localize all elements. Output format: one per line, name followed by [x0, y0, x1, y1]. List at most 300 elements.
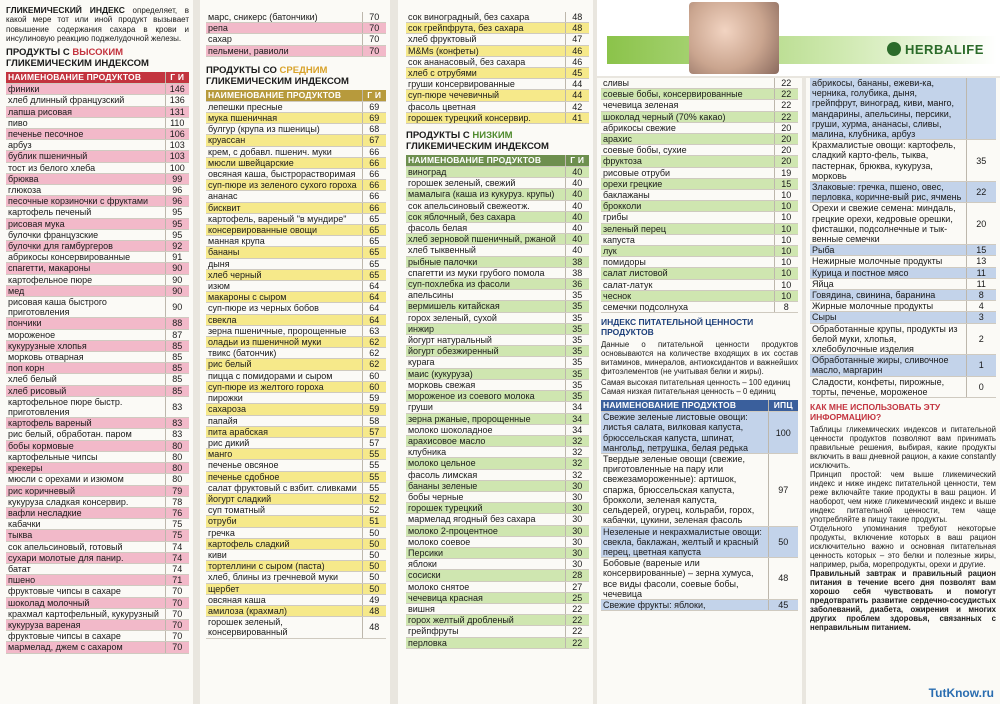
index-value: 60 — [362, 370, 386, 381]
table-row — [206, 393, 386, 404]
table-row — [206, 191, 386, 202]
product-name: мороженое — [6, 329, 165, 340]
product-name: суп-пюре из черных бобов — [206, 303, 362, 314]
index-value: 44 — [565, 79, 589, 90]
product-name: картофель сладкий — [206, 538, 362, 549]
index-value: 96 — [165, 185, 189, 196]
table-row — [810, 376, 996, 397]
index-value: 95 — [165, 207, 189, 218]
table-row — [6, 463, 189, 474]
index-value: 34 — [565, 424, 589, 435]
index-value: 32 — [565, 447, 589, 458]
product-name: соевые бобы, консервированные — [601, 89, 774, 100]
index-value: 22 — [966, 182, 996, 203]
index-value: 83 — [165, 418, 189, 429]
section-highlight: НИЗКИМ — [472, 130, 513, 142]
index-value: 50 — [362, 527, 386, 538]
index-value: 11 — [966, 278, 996, 289]
table-row — [6, 151, 189, 162]
index-value: 25 — [565, 592, 589, 603]
table-row — [601, 190, 798, 201]
index-value: 35 — [565, 346, 589, 357]
product-name: тост из белого хлеба — [6, 162, 165, 173]
product-name: картофельное пюре быстр. приготовления — [6, 396, 165, 417]
index-value: 30 — [565, 559, 589, 570]
medium-gi-table-continued — [406, 12, 589, 124]
table-row — [6, 329, 189, 340]
index-value: 70 — [165, 631, 189, 642]
index-value: 35 — [565, 290, 589, 301]
table-row — [406, 34, 589, 45]
product-name: рисовая мука — [6, 218, 165, 229]
index-value: 8 — [966, 290, 996, 301]
index-value: 15 — [774, 178, 798, 189]
index-value: 22 — [565, 603, 589, 614]
table-row — [6, 207, 189, 218]
table-row — [6, 485, 189, 496]
column-low-gi — [398, 0, 593, 704]
product-name: капуста — [601, 234, 774, 245]
index-value: 92 — [165, 241, 189, 252]
table-row — [6, 608, 189, 619]
table-row — [206, 225, 386, 236]
index-value: 22 — [565, 626, 589, 637]
product-name: бисквит — [206, 202, 362, 213]
table-row — [6, 318, 189, 329]
product-name: хлеб длинный французский — [6, 95, 165, 106]
section-rest: ГЛИКЕМИЧЕСКИМ ИНДЕКСОМ — [6, 58, 149, 70]
index-value: 75 — [165, 530, 189, 541]
index-value: 35 — [565, 312, 589, 323]
table-row — [206, 12, 386, 23]
table-row — [6, 586, 189, 597]
product-name: мамалыга (каша из кукуруз. крупы) — [406, 189, 565, 200]
product-name: Орехи и свежие семена: миндаль, грецкие орехи, кедровые орешки, фисташки, подсолнечные и тык-венные семечки — [810, 203, 966, 245]
index-value: 32 — [565, 458, 589, 469]
high-gi-table — [6, 72, 189, 653]
product-name: хлеб рисовый — [6, 385, 165, 396]
index-value: 70 — [165, 619, 189, 630]
index-value: 32 — [565, 435, 589, 446]
index-value: 70 — [362, 45, 386, 56]
table-row — [6, 95, 189, 106]
table-header — [206, 90, 386, 102]
table-row — [810, 323, 996, 355]
index-value: 20 — [774, 145, 798, 156]
table-row — [406, 346, 589, 357]
table-row — [6, 218, 189, 229]
table-row — [206, 359, 386, 370]
index-value: 20 — [774, 156, 798, 167]
table-row — [206, 247, 386, 258]
index-value: 60 — [362, 381, 386, 392]
table-row — [406, 570, 589, 581]
product-name: молоко снятое — [406, 581, 565, 592]
table-row — [6, 185, 189, 196]
table-row — [810, 203, 996, 245]
table-row — [206, 527, 386, 538]
index-value: 66 — [362, 157, 386, 168]
product-name: салат фруктовый с взбит. сливками — [206, 482, 362, 493]
product-name: виноград — [406, 167, 565, 178]
product-name: Свежие фрукты: яблоки, — [601, 599, 768, 610]
index-value: 55 — [362, 482, 386, 493]
table-row — [206, 561, 386, 572]
product-name: манго — [206, 449, 362, 460]
product-name: арбуз — [6, 140, 165, 151]
table-row — [406, 379, 589, 390]
table-row — [601, 268, 798, 279]
product-name: вафли несладкие — [6, 507, 165, 518]
product-name: фруктовые чипсы в сахаре — [6, 586, 165, 597]
index-value: 10 — [774, 257, 798, 268]
index-value: 91 — [165, 252, 189, 263]
index-value: 146 — [165, 84, 189, 95]
index-value: 59 — [362, 404, 386, 415]
table-row — [6, 474, 189, 485]
table-row — [206, 101, 386, 112]
product-name: пирожки — [206, 393, 362, 404]
product-name: крем, с добавл. пшенич. муки — [206, 146, 362, 157]
high-gi-table-continued — [206, 12, 386, 57]
index-value: 22 — [774, 100, 798, 111]
product-name: тортеллини с сыром (паста) — [206, 561, 362, 572]
index-value: 50 — [362, 549, 386, 560]
index-value: 69 — [362, 113, 386, 124]
index-value: 66 — [362, 180, 386, 191]
product-name: бублик пшеничный — [6, 151, 165, 162]
product-name: груши — [406, 402, 565, 413]
table-row — [810, 267, 996, 278]
index-value: 22 — [565, 615, 589, 626]
product-name: йогурт натуральный — [406, 335, 565, 346]
product-name: пончики — [6, 318, 165, 329]
table-row — [601, 290, 798, 301]
table-row — [206, 281, 386, 292]
index-value: 65 — [362, 258, 386, 269]
paragraph-3: Отдельного упоминания требуют некоторые продукты, включение которых в ваш рацион исключительно важно и основная питательная ценность которых – это белки и полезные жиры, например, рыба, морепродукты, орехи и другие. — [810, 524, 996, 570]
index-value: 70 — [362, 23, 386, 34]
index-value: 19 — [774, 167, 798, 178]
index-value: 30 — [565, 491, 589, 502]
table-row — [6, 117, 189, 128]
table-row — [6, 519, 189, 530]
index-value: 75 — [165, 519, 189, 530]
table-row — [406, 189, 589, 200]
table-row — [601, 167, 798, 178]
table-row — [6, 285, 189, 296]
product-name: Бобовые (вареные или консервированные) – зерна хумуса, все виды фасоли, соевые бобы, чечевица — [601, 558, 768, 600]
product-name: салат листовой — [601, 268, 774, 279]
table-row — [6, 129, 189, 140]
product-name: бананы зеленые — [406, 480, 565, 491]
product-name: булочки для гамбургеров — [6, 241, 165, 252]
table-row — [6, 374, 189, 385]
table-row — [6, 530, 189, 541]
product-name: Обработанные крупы, продукты из белой муки, хлопья, хлебобулочные изделия — [810, 323, 966, 355]
table-row — [6, 642, 189, 653]
product-name: бананы — [206, 247, 362, 258]
index-value: 10 — [774, 290, 798, 301]
table-header — [406, 155, 589, 167]
product-name: поп корн — [6, 363, 165, 374]
herbalife-leaf-icon — [887, 42, 901, 56]
index-value: 62 — [362, 348, 386, 359]
product-name: Персики — [406, 547, 565, 558]
table-row — [206, 45, 386, 56]
index-value: 66 — [362, 146, 386, 157]
table-row — [406, 391, 589, 402]
table-row — [406, 101, 589, 112]
table-row — [6, 297, 189, 318]
table-row — [406, 413, 589, 424]
index-value: 35 — [565, 323, 589, 334]
table-row — [6, 597, 189, 608]
section-title-medium — [206, 65, 386, 87]
product-name: папайя — [206, 415, 362, 426]
table-row — [601, 100, 798, 111]
index-value: 35 — [565, 335, 589, 346]
product-name: соевые бобы, сухие — [601, 145, 774, 156]
index-value: 3 — [966, 312, 996, 323]
index-value: 40 — [565, 200, 589, 211]
product-name: зерна ржаные, пророщенные — [406, 413, 565, 424]
product-name: консервированные овощи — [206, 225, 362, 236]
product-name: Нежирные молочные продукты — [810, 256, 966, 267]
header-value: Г И — [362, 90, 386, 102]
product-name: фруктовые чипсы в сахаре — [6, 631, 165, 642]
product-name: булочки французские — [6, 229, 165, 240]
product-name: шоколад черный (70% какао) — [601, 111, 774, 122]
index-value: 70 — [362, 34, 386, 45]
index-value: 41 — [565, 112, 589, 123]
product-name: Жирные молочные продукты — [810, 301, 966, 312]
index-value: 10 — [774, 190, 798, 201]
index-value: 80 — [165, 451, 189, 462]
product-name: мед — [6, 285, 165, 296]
table-row — [6, 552, 189, 563]
table-row — [6, 507, 189, 518]
index-value: 64 — [362, 314, 386, 325]
table-row — [406, 581, 589, 592]
table-row — [601, 302, 798, 313]
product-name: твикс (батончик) — [206, 348, 362, 359]
product-name: булгур (крупа из пшеницы) — [206, 124, 362, 135]
product-name: ананас — [206, 191, 362, 202]
table-row — [6, 84, 189, 95]
brand-name: HERBALIFE — [905, 42, 984, 57]
index-value: 35 — [565, 379, 589, 390]
table-row — [206, 258, 386, 269]
table-row — [406, 290, 589, 301]
intro-title: ГЛИКЕМИЧЕСКИЙ ИНДЕКС — [6, 5, 125, 15]
index-value: 47 — [565, 34, 589, 45]
product-name: Сладости, конфеты, пирожные, торты, печенье, мороженое — [810, 376, 966, 397]
ipc-description: Данные о питательной ценности продуктов основываются на количестве входящих в их состав витаминов, минералов, антиоксидантов и важнейших фитоэлементов (не учитывая белки и жиры). — [601, 340, 798, 377]
table-row — [601, 599, 798, 610]
index-value: 95 — [165, 218, 189, 229]
table-row — [406, 592, 589, 603]
header-name: НАИМЕНОВАНИЕ ПРОДУКТОВ — [6, 72, 165, 84]
table-row — [206, 594, 386, 605]
index-value: 99 — [165, 173, 189, 184]
product-name: сосиски — [406, 570, 565, 581]
table-row — [206, 370, 386, 381]
product-name: сок виноградный, без сахара — [406, 12, 565, 23]
index-value: 70 — [165, 608, 189, 619]
index-value: 70 — [165, 597, 189, 608]
product-name: Незеленые и некрахмалистые овощи: свекла, баклажан, желтый и красный перец, цветная капуста — [601, 526, 768, 558]
product-name: киви — [206, 549, 362, 560]
product-name: Яйца — [810, 278, 966, 289]
product-name: сок апельсиновый, готовый — [6, 541, 165, 552]
product-name: инжир — [406, 323, 565, 334]
table-row — [206, 404, 386, 415]
index-value: 48 — [565, 12, 589, 23]
product-name: чечевица зеленая — [601, 100, 774, 111]
header-name: НАИМЕНОВАНИЕ ПРОДУКТОВ — [406, 155, 565, 167]
product-name: клубника — [406, 447, 565, 458]
product-name: Обработанные жиры, сливочное масло, маргарин — [810, 355, 966, 376]
index-value: 30 — [565, 536, 589, 547]
product-name: хлеб тыквенный — [406, 245, 565, 256]
table-row — [406, 491, 589, 502]
product-name: семечки подсолнуха — [601, 302, 774, 313]
table-row — [206, 449, 386, 460]
table-row — [206, 180, 386, 191]
index-value: 10 — [774, 234, 798, 245]
index-value: 76 — [165, 507, 189, 518]
index-value: 78 — [165, 496, 189, 507]
index-value: 68 — [362, 124, 386, 135]
header-value: Г И — [165, 72, 189, 84]
product-name: абрикосы консервированные — [6, 252, 165, 263]
table-row — [406, 167, 589, 178]
table-row — [206, 169, 386, 180]
table-row — [406, 301, 589, 312]
table-row — [206, 213, 386, 224]
ipc-title: ИНДЕКС ПИТАТЕЛЬНОЙ ЦЕННОСТИ ПРОДУКТОВ — [601, 317, 754, 338]
index-value: 11 — [966, 267, 996, 278]
index-value: 90 — [165, 263, 189, 274]
table-row — [206, 538, 386, 549]
table-row — [206, 314, 386, 325]
table-row — [406, 279, 589, 290]
table-row — [206, 348, 386, 359]
index-value: 44 — [565, 90, 589, 101]
index-value: 85 — [165, 352, 189, 363]
index-value: 8 — [774, 302, 798, 313]
index-value: 106 — [165, 129, 189, 140]
product-name: бобы кормовые — [6, 440, 165, 451]
table-row — [406, 503, 589, 514]
index-value: 40 — [565, 167, 589, 178]
product-name: картофель вареный — [6, 418, 165, 429]
product-name: горох зеленый, сухой — [406, 312, 565, 323]
ipc-table-continued — [810, 78, 996, 398]
product-name: кукуруза сладкая консервир. — [6, 496, 165, 507]
table-row — [6, 352, 189, 363]
product-name: груши консервированные — [406, 79, 565, 90]
index-value: 52 — [362, 493, 386, 504]
index-value: 90 — [165, 297, 189, 318]
index-value: 71 — [165, 575, 189, 586]
table-row — [601, 134, 798, 145]
product-name: картофельные чипсы — [6, 451, 165, 462]
index-value: 63 — [362, 325, 386, 336]
product-name: лук — [601, 246, 774, 257]
index-value: 15 — [966, 245, 996, 256]
index-value: 10 — [774, 212, 798, 223]
product-name: мармелад, джем с сахаром — [6, 642, 165, 653]
product-name: вишня — [406, 603, 565, 614]
table-row — [206, 426, 386, 437]
table-row — [6, 274, 189, 285]
product-name: грейпфруты — [406, 626, 565, 637]
table-row — [406, 547, 589, 558]
table-row — [6, 229, 189, 240]
index-value: 64 — [362, 292, 386, 303]
table-row — [206, 269, 386, 280]
index-value: 40 — [565, 178, 589, 189]
index-value: 46 — [565, 45, 589, 56]
product-name: горошек турецкий — [406, 503, 565, 514]
table-row — [206, 236, 386, 247]
index-value: 50 — [362, 583, 386, 594]
herbalife-banner — [597, 0, 1000, 76]
index-value: 57 — [362, 426, 386, 437]
table-header — [6, 72, 189, 84]
index-value: 88 — [165, 318, 189, 329]
table-row — [6, 173, 189, 184]
index-value: 65 — [362, 236, 386, 247]
table-row — [406, 245, 589, 256]
index-value: 45 — [768, 599, 798, 610]
table-row — [6, 631, 189, 642]
index-value: 103 — [165, 140, 189, 151]
table-row — [406, 525, 589, 536]
index-value: 90 — [165, 274, 189, 285]
table-row — [601, 279, 798, 290]
table-row — [601, 234, 798, 245]
index-value: 65 — [362, 269, 386, 280]
product-name: сухари молотые для панир. — [6, 552, 165, 563]
product-name: овсяная каша, быстрорастворимая — [206, 169, 362, 180]
table-row — [6, 252, 189, 263]
index-value: 83 — [165, 396, 189, 417]
table-row — [406, 402, 589, 413]
index-value: 83 — [165, 429, 189, 440]
index-value: 2 — [966, 323, 996, 355]
product-name: пицца с помидорами и сыром — [206, 370, 362, 381]
product-name: суп-пюре из зеленого сухого гороха — [206, 180, 362, 191]
table-row — [206, 303, 386, 314]
product-name: рисовая каша быстрого приготовления — [6, 297, 165, 318]
index-value: 30 — [565, 514, 589, 525]
index-value: 80 — [165, 440, 189, 451]
index-value: 52 — [362, 505, 386, 516]
index-value: 40 — [565, 223, 589, 234]
table-row — [406, 223, 589, 234]
product-name: мороженое из соевого молока — [406, 391, 565, 402]
table-row — [601, 558, 798, 600]
table-row — [206, 471, 386, 482]
product-name: макароны с сыром — [206, 292, 362, 303]
index-value: 49 — [362, 594, 386, 605]
table-row — [406, 458, 589, 469]
table-row — [206, 23, 386, 34]
table-row — [406, 424, 589, 435]
